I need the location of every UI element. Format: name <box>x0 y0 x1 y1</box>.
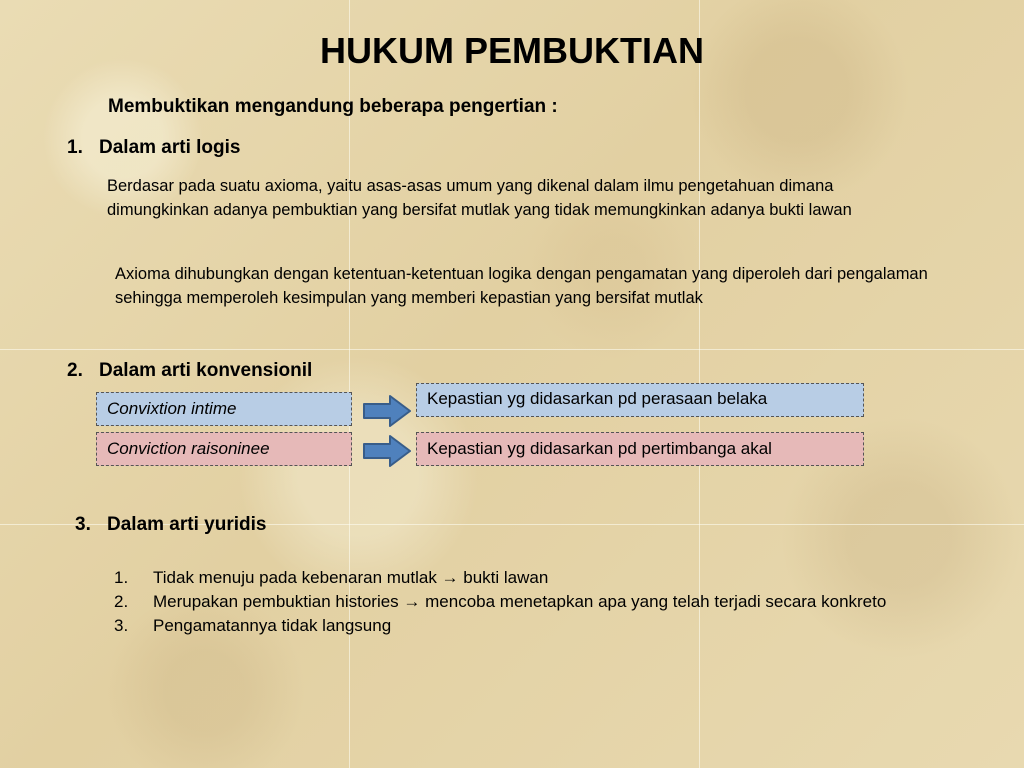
meaning-box-perasaan: Kepastian yg didasarkan pd perasaan belaka <box>416 383 864 417</box>
background-seam <box>0 349 1024 350</box>
right-arrow-icon <box>362 394 412 428</box>
section-heading-konvensionil <box>67 360 312 382</box>
section-number: 2. <box>67 360 83 381</box>
paragraph-axioma-definition: Berdasar pada suatu axioma, yaitu asas-asas umum yang dikenal dalam ilmu pengetahuan dimana dimungkinkan adanya pembuktian yang bersifat mutlak yang tidak memungkinkan adanya bukti lawan <box>107 177 852 219</box>
list-item <box>114 614 954 638</box>
section-title: Dalam arti logis <box>99 137 241 158</box>
list-marker: 1. <box>114 568 129 587</box>
yuridis-list <box>114 566 954 638</box>
term-box-conviction-raisoninee: Conviction raisoninee <box>96 432 352 466</box>
section-heading-logis <box>67 137 241 159</box>
intro-text: Membuktikan mengandung beberapa pengertian : <box>108 96 558 117</box>
list-marker: 2. <box>114 592 129 611</box>
section-number: 3. <box>75 514 91 535</box>
meaning-box-pertimbangan: Kepastian yg didasarkan pd pertimbanga akal <box>416 432 864 466</box>
section-heading-yuridis <box>75 514 266 536</box>
list-item <box>114 590 954 614</box>
term-box-convixtion-intime: Convixtion intime <box>96 392 352 426</box>
right-arrow-icon <box>362 434 412 468</box>
list-text: Merupakan pembuktian histories → mencoba menetapkan apa yang telah terjadi secara konkreto <box>153 592 887 611</box>
list-marker: 3. <box>114 616 129 635</box>
section-number: 1. <box>67 137 83 158</box>
section-title: Dalam arti konvensionil <box>99 360 313 381</box>
paragraph-axioma-logika: Axioma dihubungkan dengan ketentuan-ketentuan logika dengan pengamatan yang diperoleh dari pengalaman sehingga memperoleh kesimpulan yang memberi kepastian yang bersifat mutlak <box>115 265 928 307</box>
list-item <box>114 566 954 590</box>
slide-title: HUKUM PEMBUKTIAN <box>320 30 704 71</box>
section-title: Dalam arti yuridis <box>107 514 267 535</box>
list-text: Pengamatannya tidak langsung <box>153 616 392 635</box>
list-text: Tidak menuju pada kebenaran mutlak → bukti lawan <box>153 568 549 587</box>
